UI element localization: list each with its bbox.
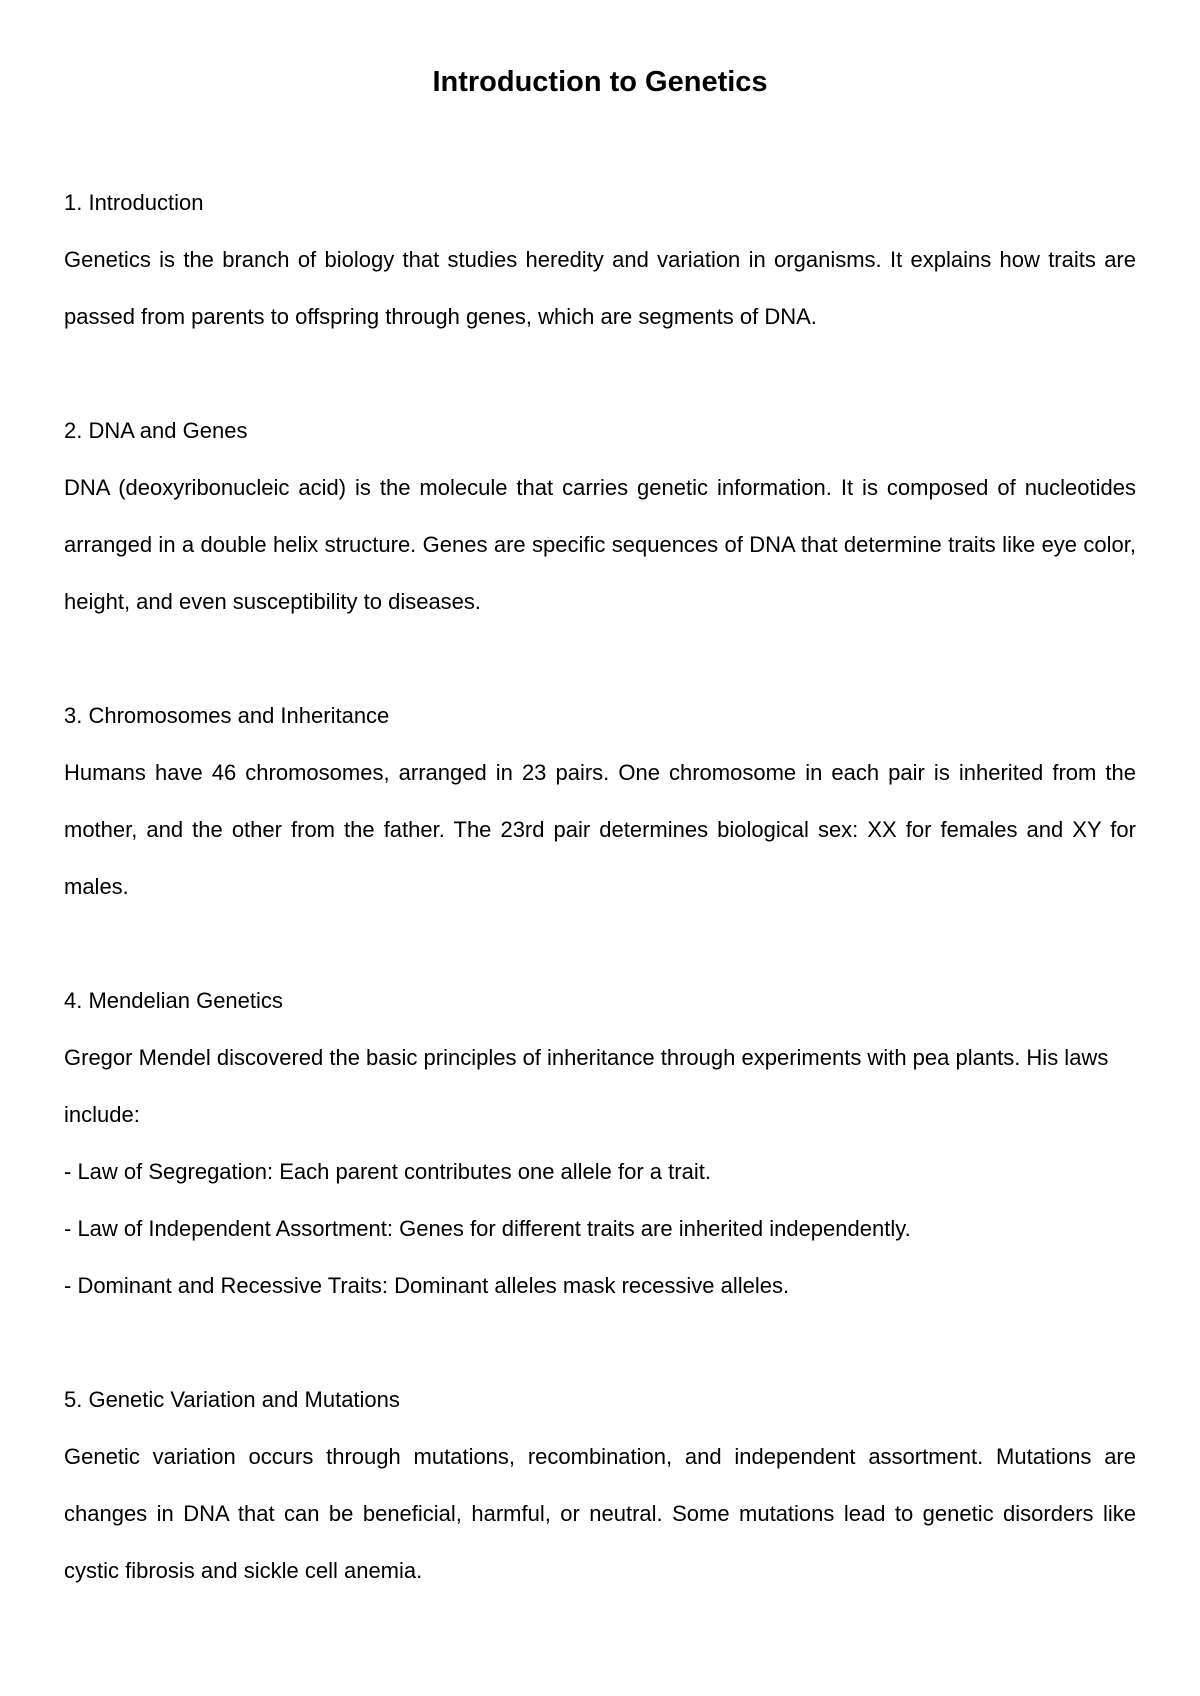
section-mendelian-genetics: [64, 972, 1136, 1314]
section-paragraph: Genetic variation occurs through mutations, recombination, and independent assortment. Mutations are changes in DNA that can be beneficial, harmful, or neutral. Some mutations lead to genetic disorders like cystic fibrosis and sickle cell anemia.: [64, 1444, 1136, 1583]
section-paragraph: Genetics is the branch of biology that studies heredity and variation in organisms. It explains how traits are passed from parents to offspring through genes, which are segments of DNA.: [64, 247, 1136, 329]
page-title: Introduction to Genetics: [432, 66, 768, 98]
section-heading: 3. Chromosomes and Inheritance: [64, 703, 390, 728]
section-paragraph: Humans have 46 chromosomes, arranged in 23 pairs. One chromosome in each pair is inherited from the mother, and the other from the father. The 23rd pair determines biological sex: XX for females and XY for males.: [64, 760, 1136, 899]
document-body: [64, 174, 1136, 1656]
bullet-item: - Law of Segregation: Each parent contributes one allele for a trait.: [64, 1159, 711, 1184]
section-dna-and-genes: [64, 402, 1136, 630]
section-heading: 5. Genetic Variation and Mutations: [64, 1387, 400, 1412]
section-heading: 4. Mendelian Genetics: [64, 988, 283, 1013]
section-introduction: [64, 174, 1136, 345]
section-genetic-variation: [64, 1371, 1136, 1599]
section-paragraph: DNA (deoxyribonucleic acid) is the molecule that carries genetic information. It is composed of nucleotides arranged in a double helix structure. Genes are specific sequences of DNA that determine traits like eye color, height, and even susceptibility to diseases.: [64, 475, 1136, 614]
section-chromosomes-and-inheritance: [64, 687, 1136, 915]
bullet-item: - Law of Independent Assortment: Genes for different traits are inherited independently.: [64, 1216, 911, 1241]
section-heading: 1. Introduction: [64, 190, 204, 215]
section-heading: 2. DNA and Genes: [64, 418, 248, 443]
bullet-item: - Dominant and Recessive Traits: Dominant alleles mask recessive alleles.: [64, 1273, 790, 1298]
section-paragraph: Gregor Mendel discovered the basic principles of inheritance through experiments with pea plants. His laws include:: [64, 1045, 1109, 1127]
